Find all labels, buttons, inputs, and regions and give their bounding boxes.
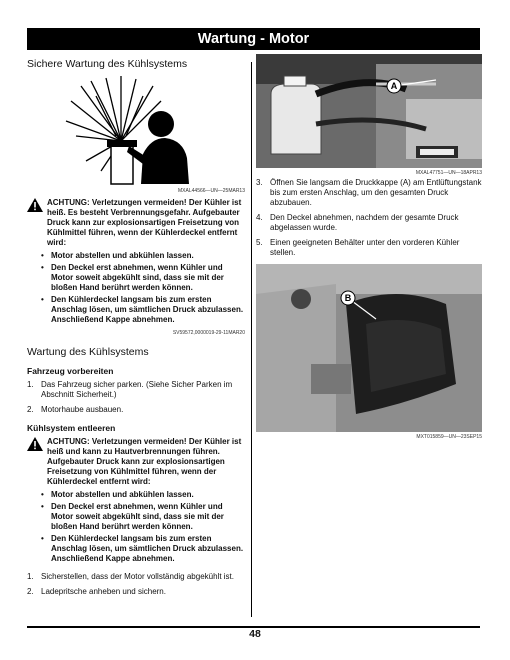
callout-b-label: B <box>344 293 352 303</box>
warning-bullets-1 <box>41 251 245 325</box>
expansion-tank-photo <box>256 54 482 168</box>
warning-triangle-icon <box>27 437 43 451</box>
warning-bullets-2 <box>41 490 245 564</box>
list-item: 1. Das Fahrzeug sicher parken. (Siehe Sicher Parken im Abschnitt Sicherheit.) <box>27 380 233 399</box>
list-item: • Motor abstellen und abkühlen lassen. <box>41 490 245 500</box>
callout-a-label: A <box>390 81 398 91</box>
list-item: 2. Ladepritsche anheben und sichern. <box>27 587 166 596</box>
warning-triangle-icon <box>27 198 43 212</box>
image-code-2: MXAL47751—UN—18APR13 <box>415 170 482 176</box>
list-item: • Den Kühlerdeckel langsam bis zum ersten Anschlag lösen, um sämtlichen Druck abzulassen. Anschließend Kappe abnehmen. <box>41 295 245 325</box>
column-divider <box>251 62 252 617</box>
warning-label: ACHTUNG: <box>47 437 90 446</box>
subheading-drain-cooling: Kühlsystem entleeren <box>27 423 116 433</box>
page-title: Wartung - Motor <box>197 31 310 47</box>
page-header <box>27 28 480 50</box>
warning-block-2 <box>27 437 245 487</box>
list-item: 3. Öffnen Sie langsam die Druckkappe (A) am Entlüftungstank bis zum ersten Anschlag, um den gesamten Druck abzubauen. <box>256 178 482 207</box>
image-code-3: MXT015859—UN—23SEP15 <box>416 434 482 440</box>
left-column <box>27 54 245 602</box>
warning-text: Verletzungen vermeiden! Der Kühler ist heiß. Es besteht Verbrennungsgefahr. Aufgebauter Druck kann zur explosionsartigen Freisetzung von Kühlmittel führen, wenn der Kühlerdeckel entfernt wird: <box>47 198 242 247</box>
list-item: • Den Kühlerdeckel langsam bis zum ersten Anschlag lösen, um sämtlichen Druck abzulassen. Anschließend Kappe abnehmen. <box>41 534 245 564</box>
warning-text: Verletzungen vermeiden! Der Kühler ist heiß und kann zu Hautverbrennungen führen. Aufgebauter Druck kann zur explosionsartigen Freisetzung von Kühlmittel führen, wenn der Kühlerdeckel entfernt wird: <box>47 437 242 486</box>
image-code-1: MXAL44566—UN—25MAR13 <box>178 188 245 194</box>
steps-drain <box>27 572 245 597</box>
list-item: 5. Einen geeigneten Behälter unter den vorderen Kühler stellen. <box>256 238 460 257</box>
section-title-cooling-maintenance: Wartung des Kühlsystems <box>27 346 149 358</box>
right-column <box>256 54 482 440</box>
list-item: • Den Deckel erst abnehmen, wenn Kühler und Motor soweit abgekühlt sind, dass sie mit der bloßen Hand berührt werden können. <box>41 263 245 293</box>
warning-label: ACHTUNG: <box>47 198 90 207</box>
list-item: 1. Sicherstellen, dass der Motor vollständig abgekühlt ist. <box>27 572 234 581</box>
list-item: 4. Den Deckel abnehmen, nachdem der gesamte Druck abgelassen wurde. <box>256 213 459 232</box>
steps-open-cap <box>256 178 482 258</box>
list-item: • Motor abstellen und abkühlen lassen. <box>41 251 245 261</box>
list-item: 2. Motorhaube ausbauen. <box>27 405 124 414</box>
list-item: • Den Deckel erst abnehmen, wenn Kühler und Motor soweit abgekühlt sind, dass sie mit der bloßen Hand berührt werden können. <box>41 502 245 532</box>
warning-block-1 <box>27 198 245 248</box>
section-title-safe-cooling: Sichere Wartung des Kühlsystems <box>27 58 188 70</box>
pressure-burn-hazard-illustration <box>61 76 191 186</box>
page-number: 48 <box>249 628 261 640</box>
reference-code-1: SV59572,0000019-29-11MAR20 <box>172 330 245 336</box>
subheading-prepare-vehicle: Fahrzeug vorbereiten <box>27 366 114 376</box>
steps-prepare <box>27 380 245 415</box>
front-radiator-photo <box>256 264 482 432</box>
